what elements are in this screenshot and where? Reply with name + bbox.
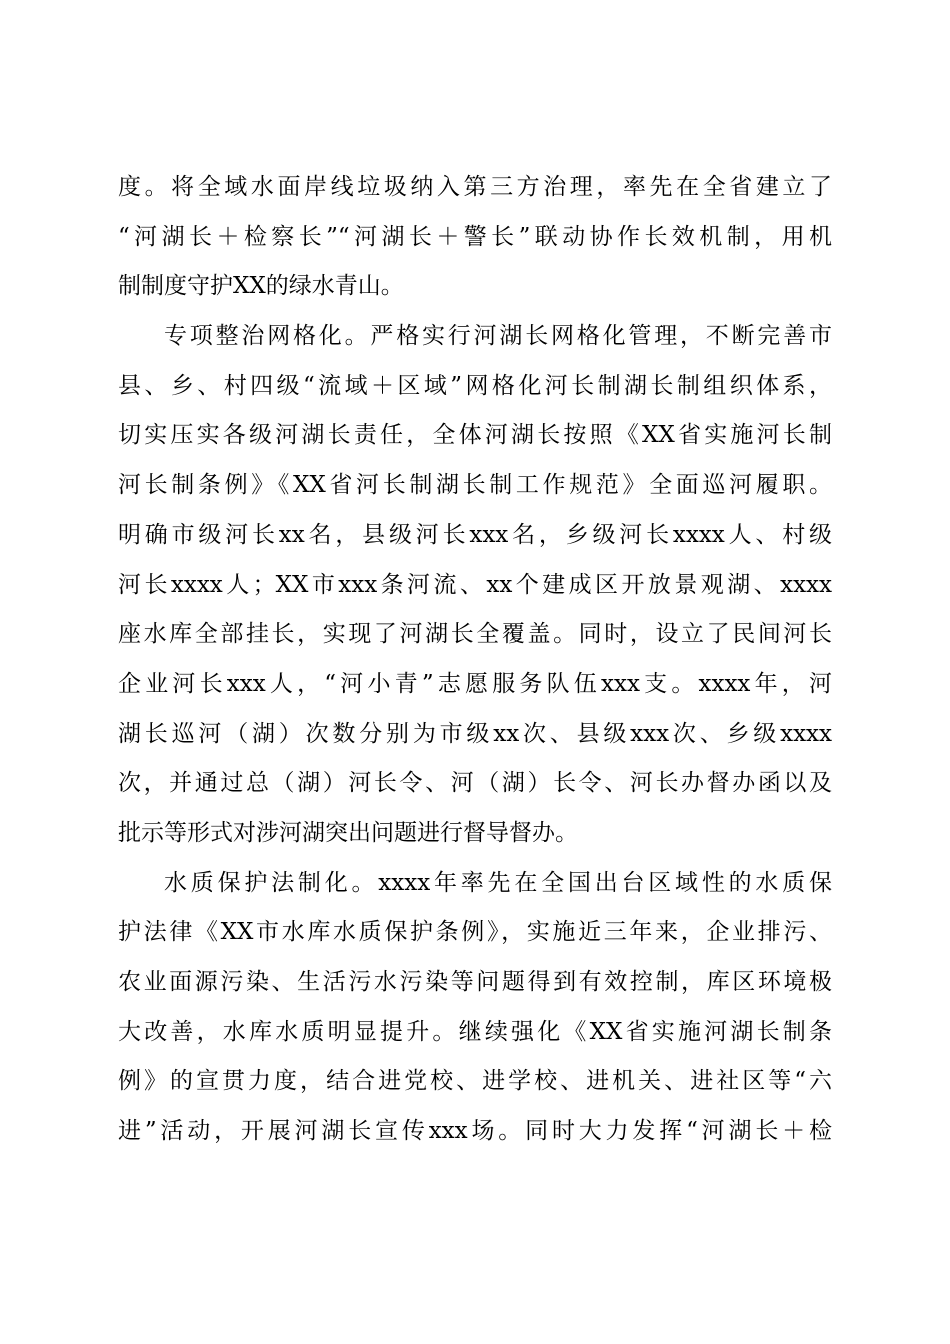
paragraph-1-line-3: 制制度守护XX的绿水青山。 xyxy=(118,273,404,300)
paragraph-3-line-3: 农业面源污染、生活污水污染等问题得到有效控制，库区环境极 xyxy=(118,969,832,995)
body-text xyxy=(118,163,832,1157)
paragraph-2-line-2: 县、乡、村四级“流域＋区域”网格化河长制湖长制组织体系， xyxy=(118,372,832,399)
paragraph-2-line-6: 河长xxxx人；XX市xxx条河流、xx个建成区开放景观湖、xxxx xyxy=(118,571,832,598)
paragraph-2-line-10: 次，并通过总（湖）河长令、河（湖）长令、河长办督办函以及 xyxy=(118,770,832,797)
paragraph-3-line-6: 进”活动，开展河湖长宣传xxx场。同时大力发挥“河湖长＋检 xyxy=(118,1118,832,1145)
paragraph-3-line-1: 水质保护法制化。xxxx年率先在全国出台区域性的水质保 xyxy=(164,869,832,896)
paragraph-1-line-2: “河湖长＋检察长”“河湖长＋警长”联动协作长效机制，用机 xyxy=(118,223,832,250)
paragraph-3-line-4: 大改善，水库水质明显提升。继续强化《XX省实施河湖长制条 xyxy=(118,1018,832,1045)
paragraph-2-line-4: 河长制条例》《XX省河长制湖长制工作规范》全面巡河履职。 xyxy=(118,472,832,499)
paragraph-2-line-11: 批示等形式对涉河湖突出问题进行督导督办。 xyxy=(118,819,578,846)
paragraph-2-line-9: 湖长巡河（湖）次数分别为市级xx次、县级xxx次、乡级xxxx xyxy=(118,720,832,747)
paragraph-3-line-5: 例》的宣贯力度，结合进党校、进学校、进机关、进社区等“六 xyxy=(118,1068,832,1095)
paragraph-3-line-2: 护法律《XX市水库水质保护条例》，实施近三年来，企业排污、 xyxy=(118,919,832,946)
paragraph-1-line-1: 度。将全域水面岸线垃圾纳入第三方治理，率先在全省建立了 xyxy=(118,174,832,200)
paragraph-2-line-8: 企业河长xxx人，“河小青”志愿服务队伍xxx支。xxxx年，河 xyxy=(118,670,832,697)
paragraph-2-line-5: 明确市级河长xx名，县级河长xxx名，乡级河长xxxx人、村级 xyxy=(118,521,832,548)
paragraph-2-line-7: 座水库全部挂长，实现了河湖长全覆盖。同时，设立了民间河长 xyxy=(118,621,832,648)
paragraph-2-line-1: 专项整治网格化。严格实行河湖长网格化管理，不断完善市 xyxy=(164,323,832,350)
paragraph-2-line-3: 切实压实各级河湖长责任，全体河湖长按照《XX省实施河长制 xyxy=(118,422,832,449)
